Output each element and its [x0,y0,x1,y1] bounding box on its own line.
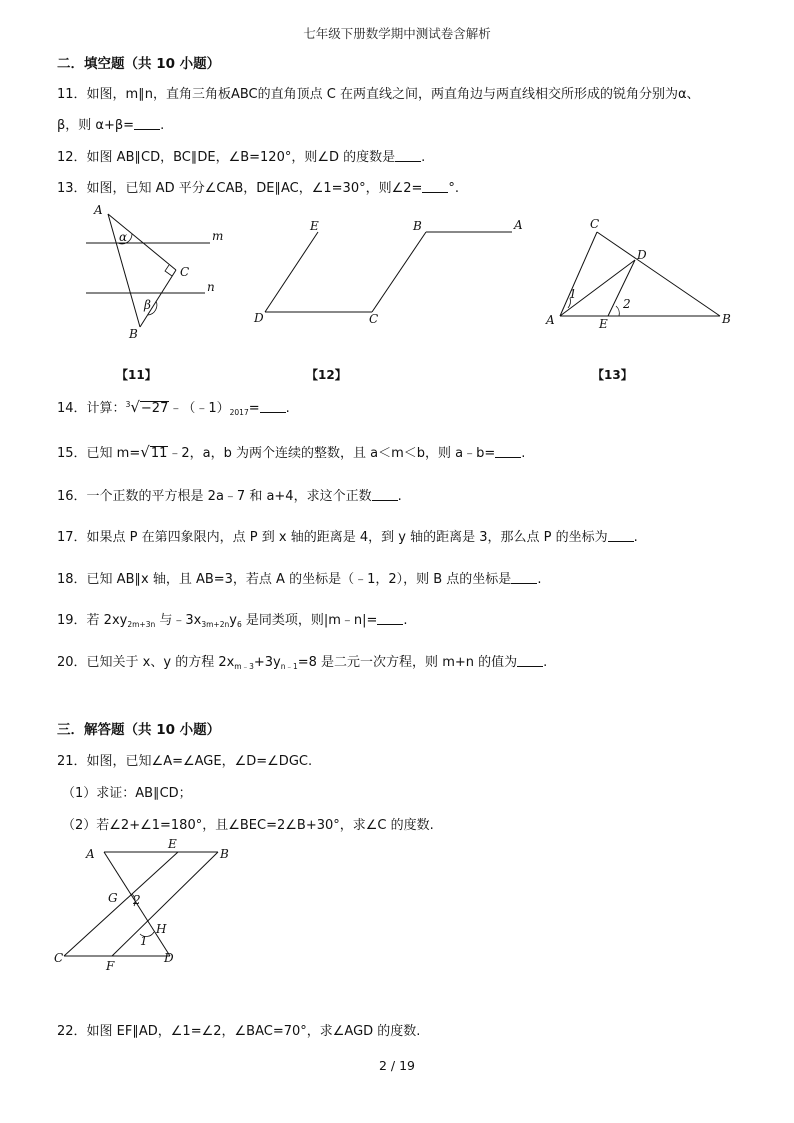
answer-blank[interactable] [608,529,634,542]
label-C: C [590,217,600,231]
figure-11 [80,200,230,345]
question-21-part-1: （1）求证：AB∥CD； [62,786,192,801]
answer-blank[interactable] [134,117,160,130]
label-F: F [106,959,115,973]
question-text: ﹣2，a，b 为两个连续的整数，且 a＜m＜b，则 a﹣b= [168,446,496,461]
segment-ED [265,232,318,312]
label-C: C [180,265,190,279]
punctuation: °. [448,181,460,196]
question-text: 与﹣3x [155,613,202,628]
label-2: 2 [623,297,631,311]
answer-blank[interactable] [372,488,398,501]
question-12 [57,146,425,165]
page-number: 2 / 19 [378,1058,416,1073]
exponent: 2017 [229,408,249,417]
label-m: m [212,229,224,243]
question-text: +3y [253,655,281,670]
label-D: D [164,951,174,965]
question-15: 15．已知 m=√11﹣2，a，b 为两个连续的整数，且 a＜m＜b，则 a﹣b= . [57,443,526,461]
question-20 [57,651,547,672]
figure-12 [250,210,535,330]
question-number: 18． [57,572,87,587]
question-text: 已知关于 x、y 的方程 2x [86,655,235,670]
label-2: 2 [133,893,141,907]
punctuation: . [521,446,526,461]
figure-12-caption: 【12】 [306,368,347,382]
punctuation: . [537,572,542,587]
label-1: 1 [569,287,577,301]
question-number: 15． [57,446,87,461]
punctuation: . [543,655,548,670]
label-alpha: α [119,230,128,244]
punctuation: . [285,401,290,416]
question-text: 一个正数的平方根是 2a﹣7 和 a+4，求这个正数 [86,489,372,504]
question-text: β，则 α+β= [57,118,135,133]
question-text: 是同类项，则|m﹣n|= [241,613,378,628]
question-21 [57,750,312,769]
question-number: 19． [57,613,87,628]
question-text: ﹣（﹣1） [169,401,230,416]
question-text: 如图，已知∠A=∠AGE，∠D=∠DGC. [86,754,313,769]
question-number: 11． [57,87,87,102]
question-17 [57,526,638,545]
answer-blank[interactable] [495,445,521,458]
section-title-fill-in: 二．填空题（共 10 小题） [57,56,221,72]
segment-CB [372,232,426,312]
label-B: B [220,847,229,861]
label-B: B [129,327,138,341]
label-1: 1 [140,934,148,948]
answer-blank[interactable] [422,180,448,193]
question-number: 17． [57,530,87,545]
radicand: 11 [150,446,168,461]
angle-2-arc [616,306,619,316]
punctuation: . [397,489,402,504]
label-H: H [156,922,167,936]
label-D: D [637,248,647,262]
punctuation: . [403,613,408,628]
question-text: 如图 EF∥AD，∠1=∠2，∠BAC=70°，求∠AGD 的度数. [86,1024,421,1039]
question-22 [57,1020,420,1039]
question-number: 21． [57,754,87,769]
question-11-line1 [57,83,700,102]
question-number: 20． [57,655,87,670]
answer-blank[interactable] [395,149,421,162]
question-number: 22． [57,1024,87,1039]
exponent: 2m+3n [127,620,156,629]
answer-blank[interactable] [517,654,543,667]
label-E: E [168,838,177,851]
question-11-line2 [57,114,164,133]
segment-FB [112,852,218,956]
section-title-solve: 三．解答题（共 10 小题） [57,722,221,738]
label-A: A [514,218,523,232]
label-E: E [599,317,608,331]
label-D: D [254,311,264,325]
label-A: A [94,203,103,217]
exponent: m﹣3 [234,662,254,671]
question-text: = [248,401,260,416]
segment-AC [560,232,597,316]
punctuation: . [160,118,165,133]
figure-21 [50,838,250,973]
label-n: n [207,280,215,294]
question-text: y [229,613,237,628]
question-text: 如图，m∥n，直角三角板ABC的直角顶点 C 在两直线之间，两直角边与两直线相交所形成的锐角分别为α、 [86,87,700,102]
question-text: 若 2xy [86,613,128,628]
label-C: C [369,312,379,326]
question-number: 12． [57,150,87,165]
question-text: 已知 m= [86,446,141,461]
right-angle-mark [165,265,172,276]
label-A: A [86,847,95,861]
segment-DE [608,260,635,316]
exponent: 6 [236,620,242,629]
punctuation: . [633,530,638,545]
question-21-part-2: （2）若∠2+∠1=180°，且∠BEC=2∠B+30°，求∠C 的度数. [62,818,434,833]
radicand: −27 [140,401,169,416]
question-16 [57,485,402,504]
exponent: 3m+2n [201,620,230,629]
answer-blank[interactable] [511,571,537,584]
punctuation: . [421,150,426,165]
question-text: 如果点 P 在第四象限内，点 P 到 x 轴的距离是 4，到 y 轴的距离是 3，那么点 P 的坐标为 [86,530,608,545]
question-number: 13． [57,181,87,196]
question-text: 如图，已知 AD 平分∠CAB，DE∥AC，∠1=30°，则∠2= [86,181,423,196]
exponent: n﹣1 [280,662,298,671]
answer-blank[interactable] [377,612,403,625]
question-18 [57,568,541,587]
label-A: A [546,313,555,327]
figure-13-caption: 【13】 [592,368,633,382]
question-text: =8 是二元一次方程，则 m+n 的值为 [297,655,518,670]
page-header: 七年级下册数学期中测试卷含解析 [303,26,491,41]
figure-11-caption: 【11】 [116,368,157,382]
figure-13 [540,210,740,335]
question-text: 已知 AB∥x 轴，且 AB=3，若点 A 的坐标是（﹣1，2），则 B 点的坐标是 [86,572,512,587]
answer-blank[interactable] [260,400,286,413]
root-index: 3 [125,400,131,409]
label-E: E [310,219,319,233]
question-text: 计算： [86,401,126,416]
label-B: B [413,219,422,233]
question-number: 14． [57,401,87,416]
question-13 [57,177,459,196]
segment-CE [64,852,178,956]
label-beta: β [144,298,151,312]
question-number: 16． [57,489,87,504]
question-text: 如图 AB∥CD，BC∥DE，∠B=120°，则∠D 的度数是 [86,150,396,165]
label-B: B [722,312,731,326]
label-G: G [108,891,118,905]
question-19 [57,609,408,629]
label-C: C [54,951,64,965]
question-14: 14．计算：$^3√-27﹣(﹣1)_{2017}=$ . [57,398,290,417]
